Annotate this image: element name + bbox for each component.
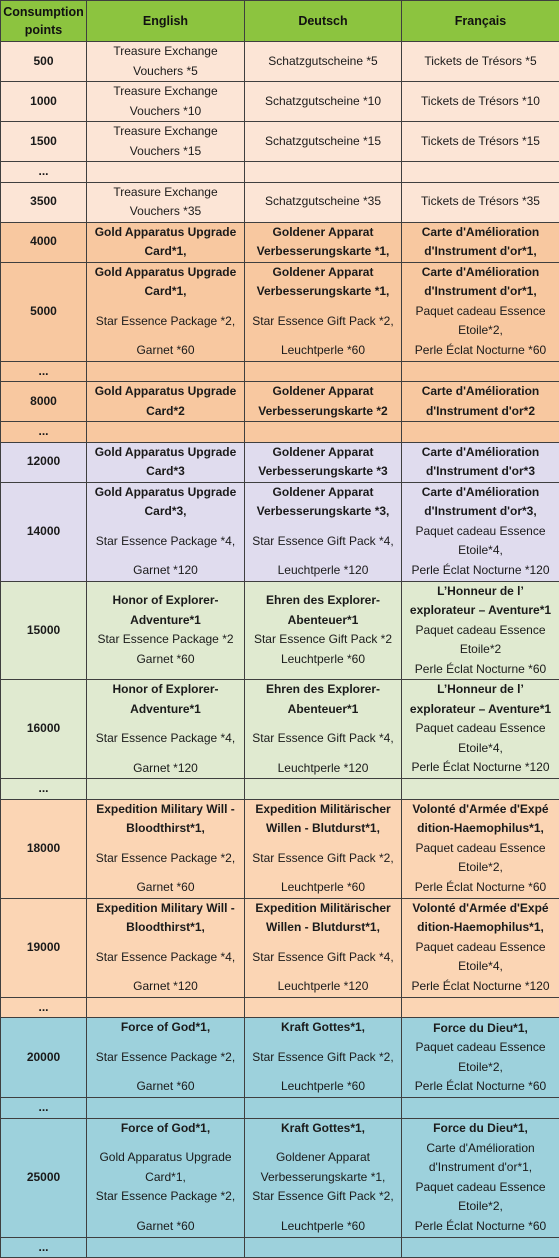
reward-cell-fr [402,898,559,997]
reward-line: Treasure Exchange [89,122,242,142]
reward-line: Goldener Apparat [247,483,399,503]
reward-row [1,680,559,779]
points-cell: 5000 [1,262,87,361]
reward-cell-fr [402,162,559,183]
reward-line: d'Instrument d'or*3 [404,462,557,482]
reward-line: Tickets de Trésors *15 [404,132,557,152]
points-cell: 15000 [1,581,87,680]
reward-line: Etoile*2 [404,640,557,660]
reward-cell-de [245,1018,402,1098]
reward-cell-en [87,162,245,183]
reward-line: Kraft Gottes*1, [247,1119,399,1139]
reward-line: Star Essence Package *2 [89,630,242,650]
reward-cell-fr [402,1237,559,1258]
line-gap [89,967,242,977]
reward-cell-fr [402,382,559,422]
reward-line: Verbesserungskarte *2 [247,402,399,422]
reward-cell-en [87,799,245,898]
reward-cell-en [87,361,245,382]
reward-line: Star Essence Gift Pack *2, [247,312,399,332]
reward-cell-fr [402,262,559,361]
reward-cell-en [87,997,245,1018]
reward-line: Paquet cadeau Essence [404,522,557,542]
reward-cell-fr [402,680,559,779]
reward-cell-en [87,779,245,800]
reward-row [1,1118,559,1237]
reward-line: Leuchtperle *60 [247,878,399,898]
reward-line: Treasure Exchange [89,42,242,62]
reward-line: Perle Éclat Nocturne *60 [404,660,557,680]
reward-cell-de [245,162,402,183]
reward-cell-en [87,442,245,482]
reward-cell-fr [402,182,559,222]
reward-line: Star Essence Package *2, [89,1187,242,1207]
reward-cell-de [245,42,402,82]
reward-line: Etoile*2, [404,1058,557,1078]
ellipsis-row [1,162,559,183]
points-cell: 14000 [1,482,87,581]
points-cell: 19000 [1,898,87,997]
reward-line: Vouchers *35 [89,202,242,222]
reward-cell-fr [402,997,559,1018]
reward-line: Goldener Apparat [247,263,399,283]
reward-cell-de [245,581,402,680]
points-cell: ... [1,422,87,443]
reward-line: Star Essence Package *2, [89,849,242,869]
reward-cell-fr [402,442,559,482]
reward-cell-fr [402,799,559,898]
reward-cell-fr [402,1118,559,1237]
ellipsis-row [1,361,559,382]
reward-line: Card*3, [89,502,242,522]
reward-cell-fr [402,482,559,581]
reward-line: Etoile*2, [404,858,557,878]
reward-row [1,442,559,482]
line-gap [247,1038,399,1048]
reward-line: Schatzgutscheine *5 [247,52,399,72]
reward-line: Garnet *60 [89,341,242,361]
reward-line: Paquet cadeau Essence [404,1038,557,1058]
line-gap [89,839,242,849]
reward-cell-en [87,581,245,680]
reward-line: Vouchers *10 [89,102,242,122]
reward-cell-fr [402,122,559,162]
points-cell: ... [1,1237,87,1258]
ellipsis-row [1,1098,559,1119]
reward-cell-de [245,1098,402,1119]
reward-line: Carte d'Amélioration [404,1139,557,1159]
reward-line: Perle Éclat Nocturne *60 [404,878,557,898]
reward-line: Leuchtperle *120 [247,759,399,779]
reward-line: Star Essence Gift Pack *4, [247,532,399,552]
reward-line: Ehren des Explorer- [247,680,399,700]
reward-line: Garnet *120 [89,977,242,997]
reward-cell-fr [402,581,559,680]
reward-line: Star Essence Package *2, [89,1048,242,1068]
points-cell: ... [1,997,87,1018]
reward-cell-de [245,680,402,779]
reward-line: Verbesserungskarte *1, [247,282,399,302]
ellipsis-row [1,1237,559,1258]
reward-line: Paquet cadeau Essence [404,1178,557,1198]
reward-line: Etoile*4, [404,541,557,561]
reward-line: Garnet *60 [89,1217,242,1237]
reward-row [1,122,559,162]
reward-line: Expedition Militärischer [247,800,399,820]
line-gap [247,967,399,977]
reward-line: Card*3 [89,462,242,482]
reward-line: Gold Apparatus Upgrade [89,382,242,402]
line-gap [247,302,399,312]
header-row [1,1,559,42]
reward-cell-de [245,482,402,581]
line-gap [89,551,242,561]
reward-cell-de [245,122,402,162]
reward-cell-fr [402,422,559,443]
reward-row [1,182,559,222]
reward-cell-en [87,422,245,443]
reward-row [1,262,559,361]
reward-line: Card*2 [89,402,242,422]
reward-line: Gold Apparatus Upgrade [89,483,242,503]
reward-row [1,382,559,422]
reward-line: d'Instrument d'or*1, [404,1158,557,1178]
reward-line: Force du Dieu*1, [404,1019,557,1039]
reward-line: Paquet cadeau Essence [404,621,557,641]
line-gap [89,331,242,341]
reward-line: Etoile*2, [404,1197,557,1217]
points-cell: 16000 [1,680,87,779]
points-cell: 25000 [1,1118,87,1237]
line-gap [89,1207,242,1217]
reward-line: d'Instrument d'or*1, [404,282,557,302]
reward-line: Tickets de Trésors *35 [404,192,557,212]
reward-line: d'Instrument d'or*2 [404,402,557,422]
reward-cell-de [245,779,402,800]
line-gap [89,522,242,532]
reward-line: Leuchtperle *60 [247,341,399,361]
reward-row [1,581,559,680]
reward-cell-fr [402,222,559,262]
reward-line: Perle Éclat Nocturne *60 [404,341,557,361]
reward-line: Tickets de Trésors *10 [404,92,557,112]
reward-line: Expedition Military Will - [89,800,242,820]
reward-line: Card*1, [89,242,242,262]
reward-line: Leuchtperle *60 [247,1217,399,1237]
reward-line: Carte d'Amélioration [404,483,557,503]
reward-line: Willen - Blutdurst*1, [247,819,399,839]
reward-line: Gold Apparatus Upgrade [89,263,242,283]
reward-line: Vouchers *15 [89,142,242,162]
reward-cell-en [87,1098,245,1119]
reward-cell-de [245,799,402,898]
line-gap [247,1138,399,1148]
ellipsis-row [1,997,559,1018]
reward-cell-de [245,422,402,443]
reward-line: Star Essence Gift Pack *2, [247,1187,399,1207]
reward-cell-en [87,680,245,779]
reward-line: Star Essence Gift Pack *4, [247,948,399,968]
reward-line: Goldener Apparat [247,382,399,402]
reward-line: Perle Éclat Nocturne *60 [404,1077,557,1097]
reward-line: Etoile*4, [404,739,557,759]
reward-line: Goldener Apparat [247,1148,399,1168]
reward-line: Garnet *60 [89,650,242,670]
reward-cell-fr [402,1018,559,1098]
reward-line: Vouchers *5 [89,62,242,82]
reward-line: Treasure Exchange [89,82,242,102]
reward-line: Carte d'Amélioration [404,223,557,243]
reward-line: Abenteuer*1 [247,700,399,720]
reward-line: Star Essence Package *2, [89,312,242,332]
points-cell: ... [1,162,87,183]
reward-cell-en [87,42,245,82]
reward-line: Force of God*1, [89,1119,242,1139]
reward-line: Goldener Apparat [247,443,399,463]
header-english: English [87,1,245,42]
line-gap [247,551,399,561]
reward-line: Tickets de Trésors *5 [404,52,557,72]
ellipsis-row [1,779,559,800]
reward-line: Perle Éclat Nocturne *120 [404,758,557,778]
line-gap [247,719,399,729]
reward-cell-en [87,482,245,581]
reward-line: dition-Haemophilus*1, [404,819,557,839]
points-cell: ... [1,1098,87,1119]
line-gap [89,868,242,878]
rewards-body [1,42,559,1258]
reward-line: Expedition Military Will - [89,899,242,919]
reward-cell-de [245,442,402,482]
reward-line: Paquet cadeau Essence [404,719,557,739]
reward-line: Carte d'Amélioration [404,263,557,283]
reward-line: Abenteuer*1 [247,611,399,631]
reward-line: Bloodthirst*1, [89,819,242,839]
points-cell: 20000 [1,1018,87,1098]
reward-row [1,222,559,262]
reward-line: Schatzgutscheine *35 [247,192,399,212]
reward-line: Star Essence Package *4, [89,948,242,968]
reward-line: d'Instrument d'or*1, [404,242,557,262]
line-gap [247,749,399,759]
reward-line: Adventure*1 [89,611,242,631]
line-gap [89,749,242,759]
points-cell: 12000 [1,442,87,482]
header-deutsch: Deutsch [245,1,402,42]
reward-cell-de [245,262,402,361]
reward-row [1,82,559,122]
line-gap [247,938,399,948]
reward-line: Bloodthirst*1, [89,918,242,938]
reward-line: Leuchtperle *120 [247,977,399,997]
reward-row [1,1018,559,1098]
reward-line: Paquet cadeau Essence [404,302,557,322]
reward-line: Carte d'Amélioration [404,443,557,463]
reward-line: Adventure*1 [89,700,242,720]
reward-line: Schatzgutscheine *15 [247,132,399,152]
reward-line: Perle Éclat Nocturne *120 [404,561,557,581]
reward-cell-de [245,361,402,382]
line-gap [247,522,399,532]
reward-line: Honor of Explorer- [89,591,242,611]
points-cell: 500 [1,42,87,82]
reward-line: Volonté d'Armée d'Expé [404,899,557,919]
reward-cell-en [87,1018,245,1098]
reward-cell-en [87,1118,245,1237]
reward-cell-fr [402,779,559,800]
reward-line: explorateur – Aventure*1 [404,700,557,720]
ellipsis-row [1,422,559,443]
reward-cell-en [87,182,245,222]
line-gap [89,719,242,729]
line-gap [89,302,242,312]
reward-cell-fr [402,361,559,382]
reward-line: Verbesserungskarte *3 [247,462,399,482]
reward-line: Perle Éclat Nocturne *60 [404,1217,557,1237]
reward-line: Star Essence Package *4, [89,729,242,749]
reward-line: Card*1, [89,282,242,302]
reward-cell-de [245,1118,402,1237]
reward-line: Gold Apparatus Upgrade [89,223,242,243]
reward-line: Expedition Militärischer [247,899,399,919]
reward-line: Schatzgutscheine *10 [247,92,399,112]
reward-line: Force of God*1, [89,1018,242,1038]
reward-cell-en [87,382,245,422]
line-gap [89,1038,242,1048]
reward-cell-en [87,222,245,262]
reward-line: Garnet *60 [89,878,242,898]
reward-cell-de [245,1237,402,1258]
reward-line: Carte d'Amélioration [404,382,557,402]
points-cell: 4000 [1,222,87,262]
reward-cell-fr [402,42,559,82]
reward-line: Verbesserungskarte *1, [247,1168,399,1188]
reward-line: Etoile*4, [404,957,557,977]
header-points: Consumption points [1,1,87,42]
line-gap [89,1067,242,1077]
reward-line: Kraft Gottes*1, [247,1018,399,1038]
points-cell: ... [1,779,87,800]
reward-line: d'Instrument d'or*3, [404,502,557,522]
reward-row [1,42,559,82]
reward-row [1,799,559,898]
reward-cell-de [245,82,402,122]
line-gap [247,1207,399,1217]
points-cell: 3500 [1,182,87,222]
reward-line: Leuchtperle *60 [247,650,399,670]
reward-cell-de [245,182,402,222]
line-gap [247,868,399,878]
reward-cell-de [245,222,402,262]
line-gap [247,1067,399,1077]
reward-line: Star Essence Package *4, [89,532,242,552]
line-gap [89,1138,242,1148]
reward-line: dition-Haemophilus*1, [404,918,557,938]
reward-line: Gold Apparatus Upgrade [89,1148,242,1168]
reward-row [1,898,559,997]
reward-line: Garnet *60 [89,1077,242,1097]
reward-cell-en [87,82,245,122]
reward-cell-fr [402,1098,559,1119]
reward-line: L’Honneur de l’ [404,680,557,700]
reward-line: Star Essence Gift Pack *2, [247,1048,399,1068]
reward-line: Force du Dieu*1, [404,1119,557,1139]
reward-line: Verbesserungskarte *3, [247,502,399,522]
reward-cell-en [87,1237,245,1258]
reward-line: Volonté d'Armée d'Expé [404,800,557,820]
reward-line: Willen - Blutdurst*1, [247,918,399,938]
reward-cell-de [245,382,402,422]
reward-line: Perle Éclat Nocturne *120 [404,977,557,997]
reward-cell-en [87,122,245,162]
reward-line: Garnet *120 [89,759,242,779]
line-gap [247,331,399,341]
reward-line: Paquet cadeau Essence [404,839,557,859]
reward-line: Leuchtperle *60 [247,1077,399,1097]
reward-line: Goldener Apparat [247,223,399,243]
points-cell: ... [1,361,87,382]
points-cell: 8000 [1,382,87,422]
reward-cell-en [87,898,245,997]
header-francais: Français [402,1,559,42]
reward-cell-fr [402,82,559,122]
line-gap [89,938,242,948]
reward-line: Ehren des Explorer- [247,591,399,611]
reward-line: Garnet *120 [89,561,242,581]
reward-line: Star Essence Gift Pack *2 [247,630,399,650]
points-cell: 18000 [1,799,87,898]
reward-line: Verbesserungskarte *1, [247,242,399,262]
reward-line: explorateur – Aventure*1 [404,601,557,621]
reward-line: Honor of Explorer- [89,680,242,700]
reward-line: Star Essence Gift Pack *2, [247,849,399,869]
reward-line: Star Essence Gift Pack *4, [247,729,399,749]
reward-row [1,482,559,581]
line-gap [247,839,399,849]
reward-cell-de [245,997,402,1018]
reward-line: Leuchtperle *120 [247,561,399,581]
reward-line: Etoile*2, [404,321,557,341]
reward-line: Gold Apparatus Upgrade [89,443,242,463]
reward-line: L’Honneur de l’ [404,582,557,602]
reward-cell-de [245,898,402,997]
points-cell: 1000 [1,82,87,122]
reward-cell-en [87,262,245,361]
reward-line: Card*1, [89,1168,242,1188]
points-cell: 1500 [1,122,87,162]
reward-line: Treasure Exchange [89,183,242,203]
reward-line: Paquet cadeau Essence [404,938,557,958]
